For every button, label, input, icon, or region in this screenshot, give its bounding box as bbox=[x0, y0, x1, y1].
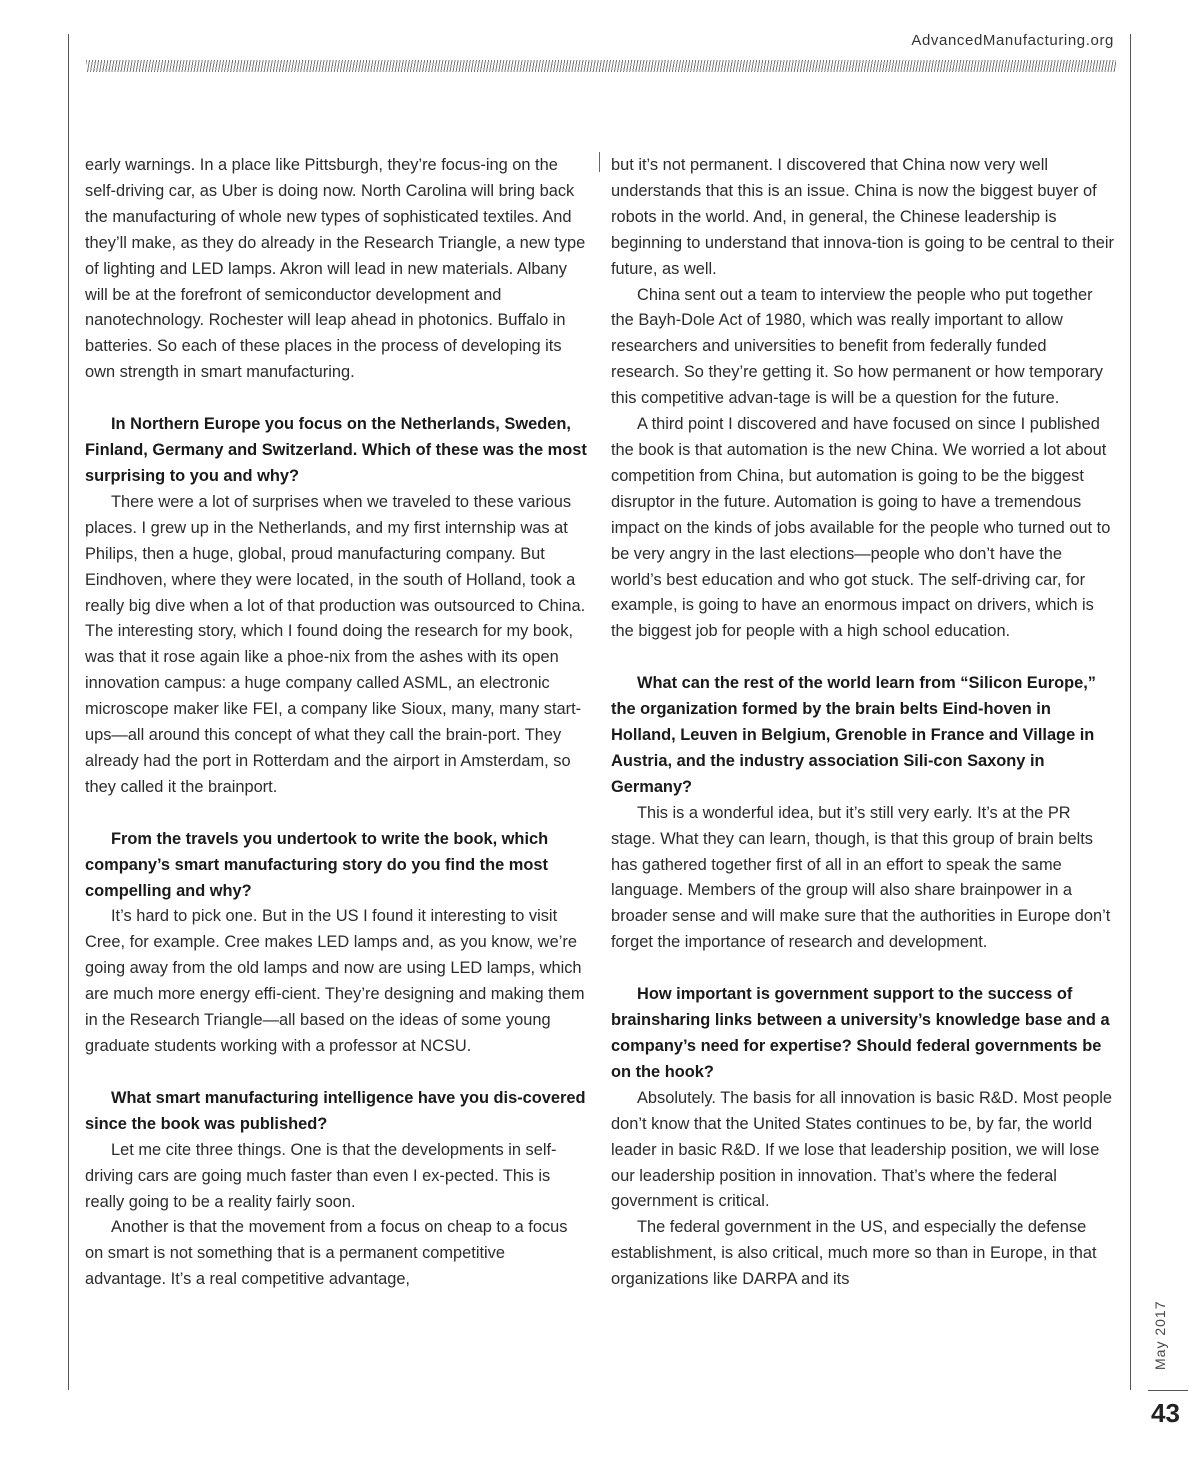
body-paragraph: It’s hard to pick one. But in the US I found it interesting to visit Cree, for example. Cree makes LED lamps and, as you know, we’re going away from the old lamps and now are using LED lamps, which are much more energy effi-cient. They’re designing and making them in the Research Triangle—all based on the ideas of some young graduate students working with a professor at NCSU. bbox=[85, 907, 585, 1055]
issue-date: May 2017 bbox=[1152, 1300, 1168, 1370]
body-paragraph: but it’s not permanent. I discovered that China now very well understands that this is an issue. China is now the biggest buyer of robots in the world. And, in general, the Chinese leadership is beginning to understand that innova-tion is going to be central to their future, as well. bbox=[611, 156, 1114, 278]
interview-question: What can the rest of the world learn from “Silicon Europe,” the organization formed by the brain belts Eind-hoven in Holland, Leuven in Belgium, Grenoble in France and Village in Austria, and the industry association Sili-con Saxony in Germany? bbox=[611, 674, 1096, 796]
left-margin-rule bbox=[68, 34, 69, 1390]
interview-question: From the travels you undertook to write the book, which company’s smart manufacturing story do you find the most compelling and why? bbox=[85, 829, 549, 900]
body-paragraph: This is a wonderful idea, but it’s still very early. It’s at the PR stage. What they can learn, though, is that this group of brain belts has gathered together first of all in an effort to speak the same language. Members of the group will also share brainpower in a broader sense and will make sure that the authorities in Europe don’t forget the importance of research and development. bbox=[611, 803, 1111, 952]
interview-question: In Northern Europe you focus on the Netherlands, Sweden, Finland, Germany and Switzerland. Which of these was the most surprising to you and why? bbox=[85, 415, 587, 485]
header-hatch-rule bbox=[86, 60, 1116, 72]
interview-question: How important is government support to the success of brainsharing links between a university’s knowledge base and a company’s need for expertise? Should federal governments be on the hook? bbox=[611, 985, 1110, 1081]
body-paragraph: A third point I discovered and have focused on since I published the book is that automation is the new China. We worried a lot about competition from China, but automation is going to be the biggest disruptor in the future. Automation is going to have a tremendous impact on the kinds of jobs available for the people who turned out to be very angry in the last elections—people who don’t have the world’s best education and who got stuck. The self-driving car, for example, is going to have an enormous impact on drivers, which is the biggest job for people with a high school education. bbox=[611, 415, 1111, 641]
body-paragraph: The federal government in the US, and especially the defense establishment, is also critical, much more so than in Europe, in that organizations like DARPA and its bbox=[611, 1218, 1097, 1289]
body-paragraph: Let me cite three things. One is that the developments in self-driving cars are going much faster than even I ex-pected. This is really going to be a reality fairly soon. bbox=[85, 1140, 557, 1211]
body-paragraph: There were a lot of surprises when we traveled to these various places. I grew up in the Netherlands, and my first internship was at Philips, then a huge, global, proud manufacturing company. But Eindhoven, where they were located, in the south of Holland, took a really big dive when a lot of that production was outsourced to China. The interesting story, which I found doing the research for my book, was that it rose again like a phoe-nix from the ashes with its open innovation campus: a huge company called ASML, an electronic microscope maker like FEI, a company like Sioux, many, many start-ups—all around this concept of what they call the brain-port. They already had the port in Rotterdam and the airport in Amsterdam, so they called it the brainport. bbox=[85, 492, 586, 796]
article-column-left bbox=[85, 153, 587, 1293]
body-paragraph: Another is that the movement from a focus on cheap to a focus on smart is not something that is a permanent competitive advantage. It’s a real competitive advantage, bbox=[85, 1218, 568, 1289]
article-column-right bbox=[611, 153, 1117, 1293]
body-paragraph: China sent out a team to interview the people who put together the Bayh-Dole Act of 1980, which was really important to allow researchers and universities to benefit from federally funded research. So they’re getting it. So how permanent or how temporary this competitive advan-tage is will be a question for the future. bbox=[611, 285, 1103, 408]
site-url: AdvancedManufacturing.org bbox=[911, 32, 1114, 49]
body-paragraph: early warnings. In a place like Pittsburgh, they’re focus-ing on the self-driving car, as Uber is doing now. North Carolina will bring back the manufacturing of whole new types of sophisticated textiles. And they’ll make, as they do already in the Research Triangle, a new type of lighting and LED lamps. Akron will lead in new materials. Albany will be at the forefront of semiconductor development and nanotechnology. Rochester will leap ahead in photonics. Buffalo in batteries. So each of these places in the process of developing its own strength in smart manufacturing. bbox=[85, 156, 586, 382]
body-paragraph: Absolutely. The basis for all innovation is basic R&D. Most people don’t know that the United States continues to be, by far, the world leader in basic R&D. If we lose that leadership position, we will lose our leadership position in innovation. That’s where the federal government is critical. bbox=[611, 1088, 1112, 1211]
page-number: 43 bbox=[1151, 1398, 1180, 1428]
interview-question: What smart manufacturing intelligence have you dis-covered since the book was published? bbox=[85, 1088, 586, 1133]
column-divider bbox=[599, 152, 600, 172]
page-number-rule bbox=[1148, 1390, 1188, 1391]
right-margin-rule bbox=[1130, 34, 1131, 1390]
